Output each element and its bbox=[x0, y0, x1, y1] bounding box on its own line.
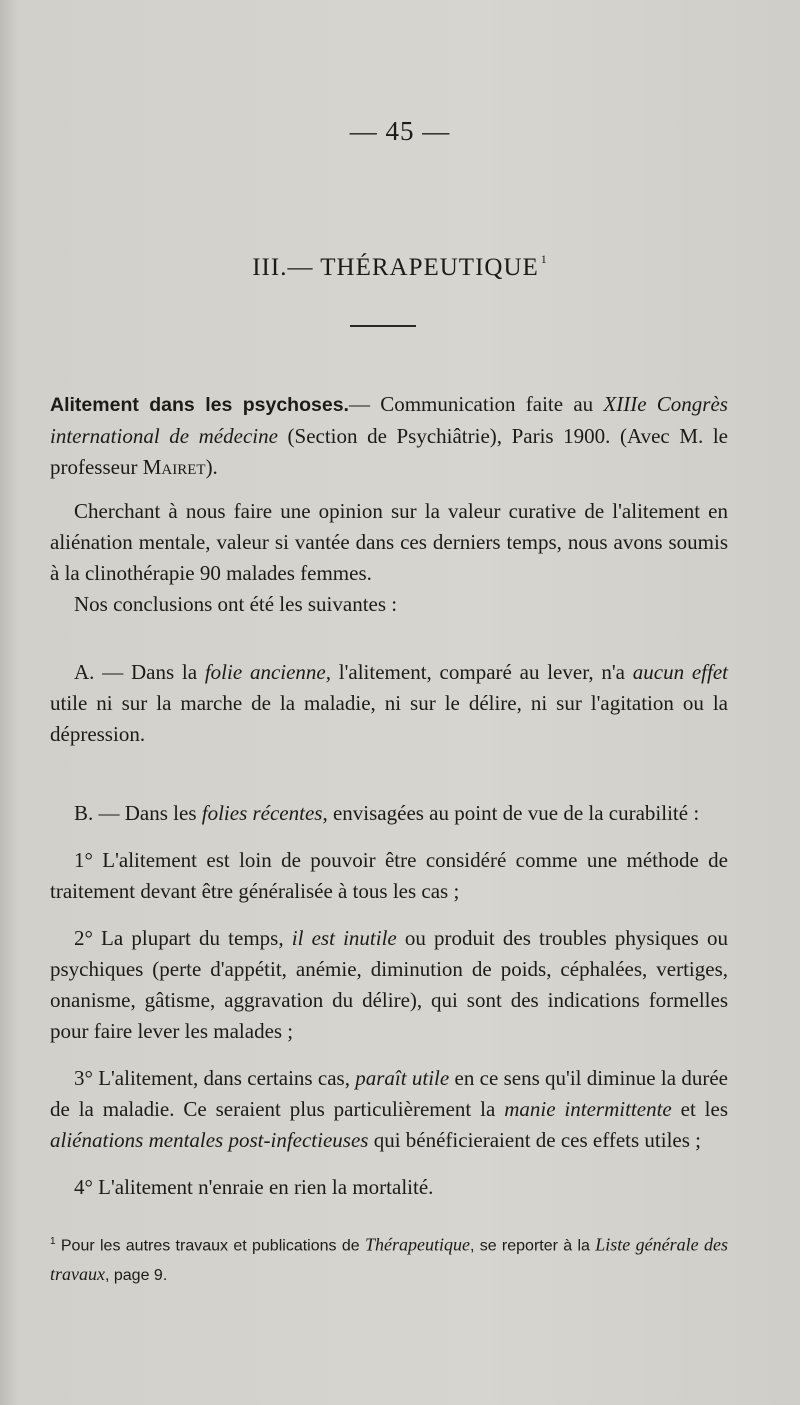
emphasis: folie ancienne, bbox=[204, 660, 331, 684]
item-text: ou produit des troubles physiques ou psychiques (perte d'appétit, anémie, diminution de poids, céphalées, vertiges, onanisme, gâtisme, aggravation du délire), qui sont des indications formelles pour faire lever les malades ; bbox=[50, 926, 729, 1043]
conclusion-b bbox=[50, 798, 728, 829]
paragraph: Nos conclusions ont été les suivantes : bbox=[74, 592, 398, 616]
article-heading: Alitement dans les psychoses. bbox=[50, 394, 349, 416]
article-intro bbox=[50, 389, 728, 483]
conclusion-text: utile ni sur la marche de la maladie, ni sur le délire, ni sur l'agitation ou la dépression. bbox=[50, 691, 728, 746]
title-divider bbox=[350, 325, 416, 327]
footnote bbox=[50, 1228, 728, 1290]
footnote-text: Pour les autres travaux et publications de bbox=[55, 1237, 365, 1255]
intro-text: (Section de Psychiâtrie), Paris 1900. (Avec M. le professeur bbox=[50, 424, 728, 479]
conclusion-a bbox=[50, 657, 728, 750]
list-item bbox=[50, 923, 728, 1047]
emphasis: Thérapeutique bbox=[364, 1234, 470, 1255]
item-text: en ce sens qu'il diminue la durée de la maladie. Ce seraient plus particulièrement la bbox=[50, 1066, 729, 1121]
author-name: Mairet bbox=[142, 455, 206, 479]
footnote-mark: 1 bbox=[50, 1236, 56, 1247]
emphasis: manie intermittente bbox=[504, 1097, 672, 1121]
paragraph: Cherchant à nous faire une opinion sur la valeur curative de l'alitement en aliénation mentale, valeur si vantée dans ces derniers temps, nous avons soumis à la clinothérapie 90 malades femmes. bbox=[50, 499, 728, 585]
conclusion-text: l'alitement, comparé au lever, n'a bbox=[331, 660, 633, 684]
item-text: 3° L'alitement, dans certains cas, bbox=[74, 1066, 356, 1090]
footnote-text: , se reporter à la bbox=[469, 1237, 596, 1255]
intro-text: ). bbox=[205, 455, 218, 479]
intro-text: — Communication faite au bbox=[348, 392, 604, 416]
emphasis: aliénations mentales post-infectieuses bbox=[50, 1128, 369, 1152]
conclusion-text: A. — Dans la bbox=[74, 660, 205, 684]
conclusion-text: , envisagées au point de vue de la curabilité : bbox=[322, 801, 700, 825]
congress-name: XIIIe Congrès international de médecine bbox=[50, 392, 728, 448]
list-item: 1° L'alitement est loin de pouvoir être considéré comme une méthode de traitement devant être généralisée à tous les cas ; bbox=[50, 848, 728, 903]
footnote-text: , page 9. bbox=[104, 1267, 168, 1285]
emphasis: il est inutile bbox=[291, 926, 397, 950]
conclusion-text: B. — Dans les bbox=[74, 801, 202, 825]
item-text: 2° La plupart du temps, bbox=[74, 926, 292, 950]
footnote-reference: 1 bbox=[540, 252, 548, 266]
item-text: et les bbox=[671, 1097, 728, 1121]
emphasis: Liste générale des travaux bbox=[50, 1234, 729, 1285]
emphasis: aucun effet bbox=[632, 660, 729, 684]
item-text: qui bénéficieraient de ces effets utiles ; bbox=[368, 1128, 702, 1152]
list-item: 4° L'alitement n'enraie en rien la mortalité. bbox=[74, 1175, 434, 1199]
section-title bbox=[0, 252, 800, 282]
list-item bbox=[50, 1063, 728, 1156]
section-title-text: III.— THÉRAPEUTIQUE bbox=[252, 254, 539, 281]
emphasis: paraît utile bbox=[355, 1066, 450, 1090]
page-number: — 45 — bbox=[349, 116, 451, 146]
article-body bbox=[50, 389, 728, 1203]
emphasis: folies récentes bbox=[201, 801, 323, 825]
